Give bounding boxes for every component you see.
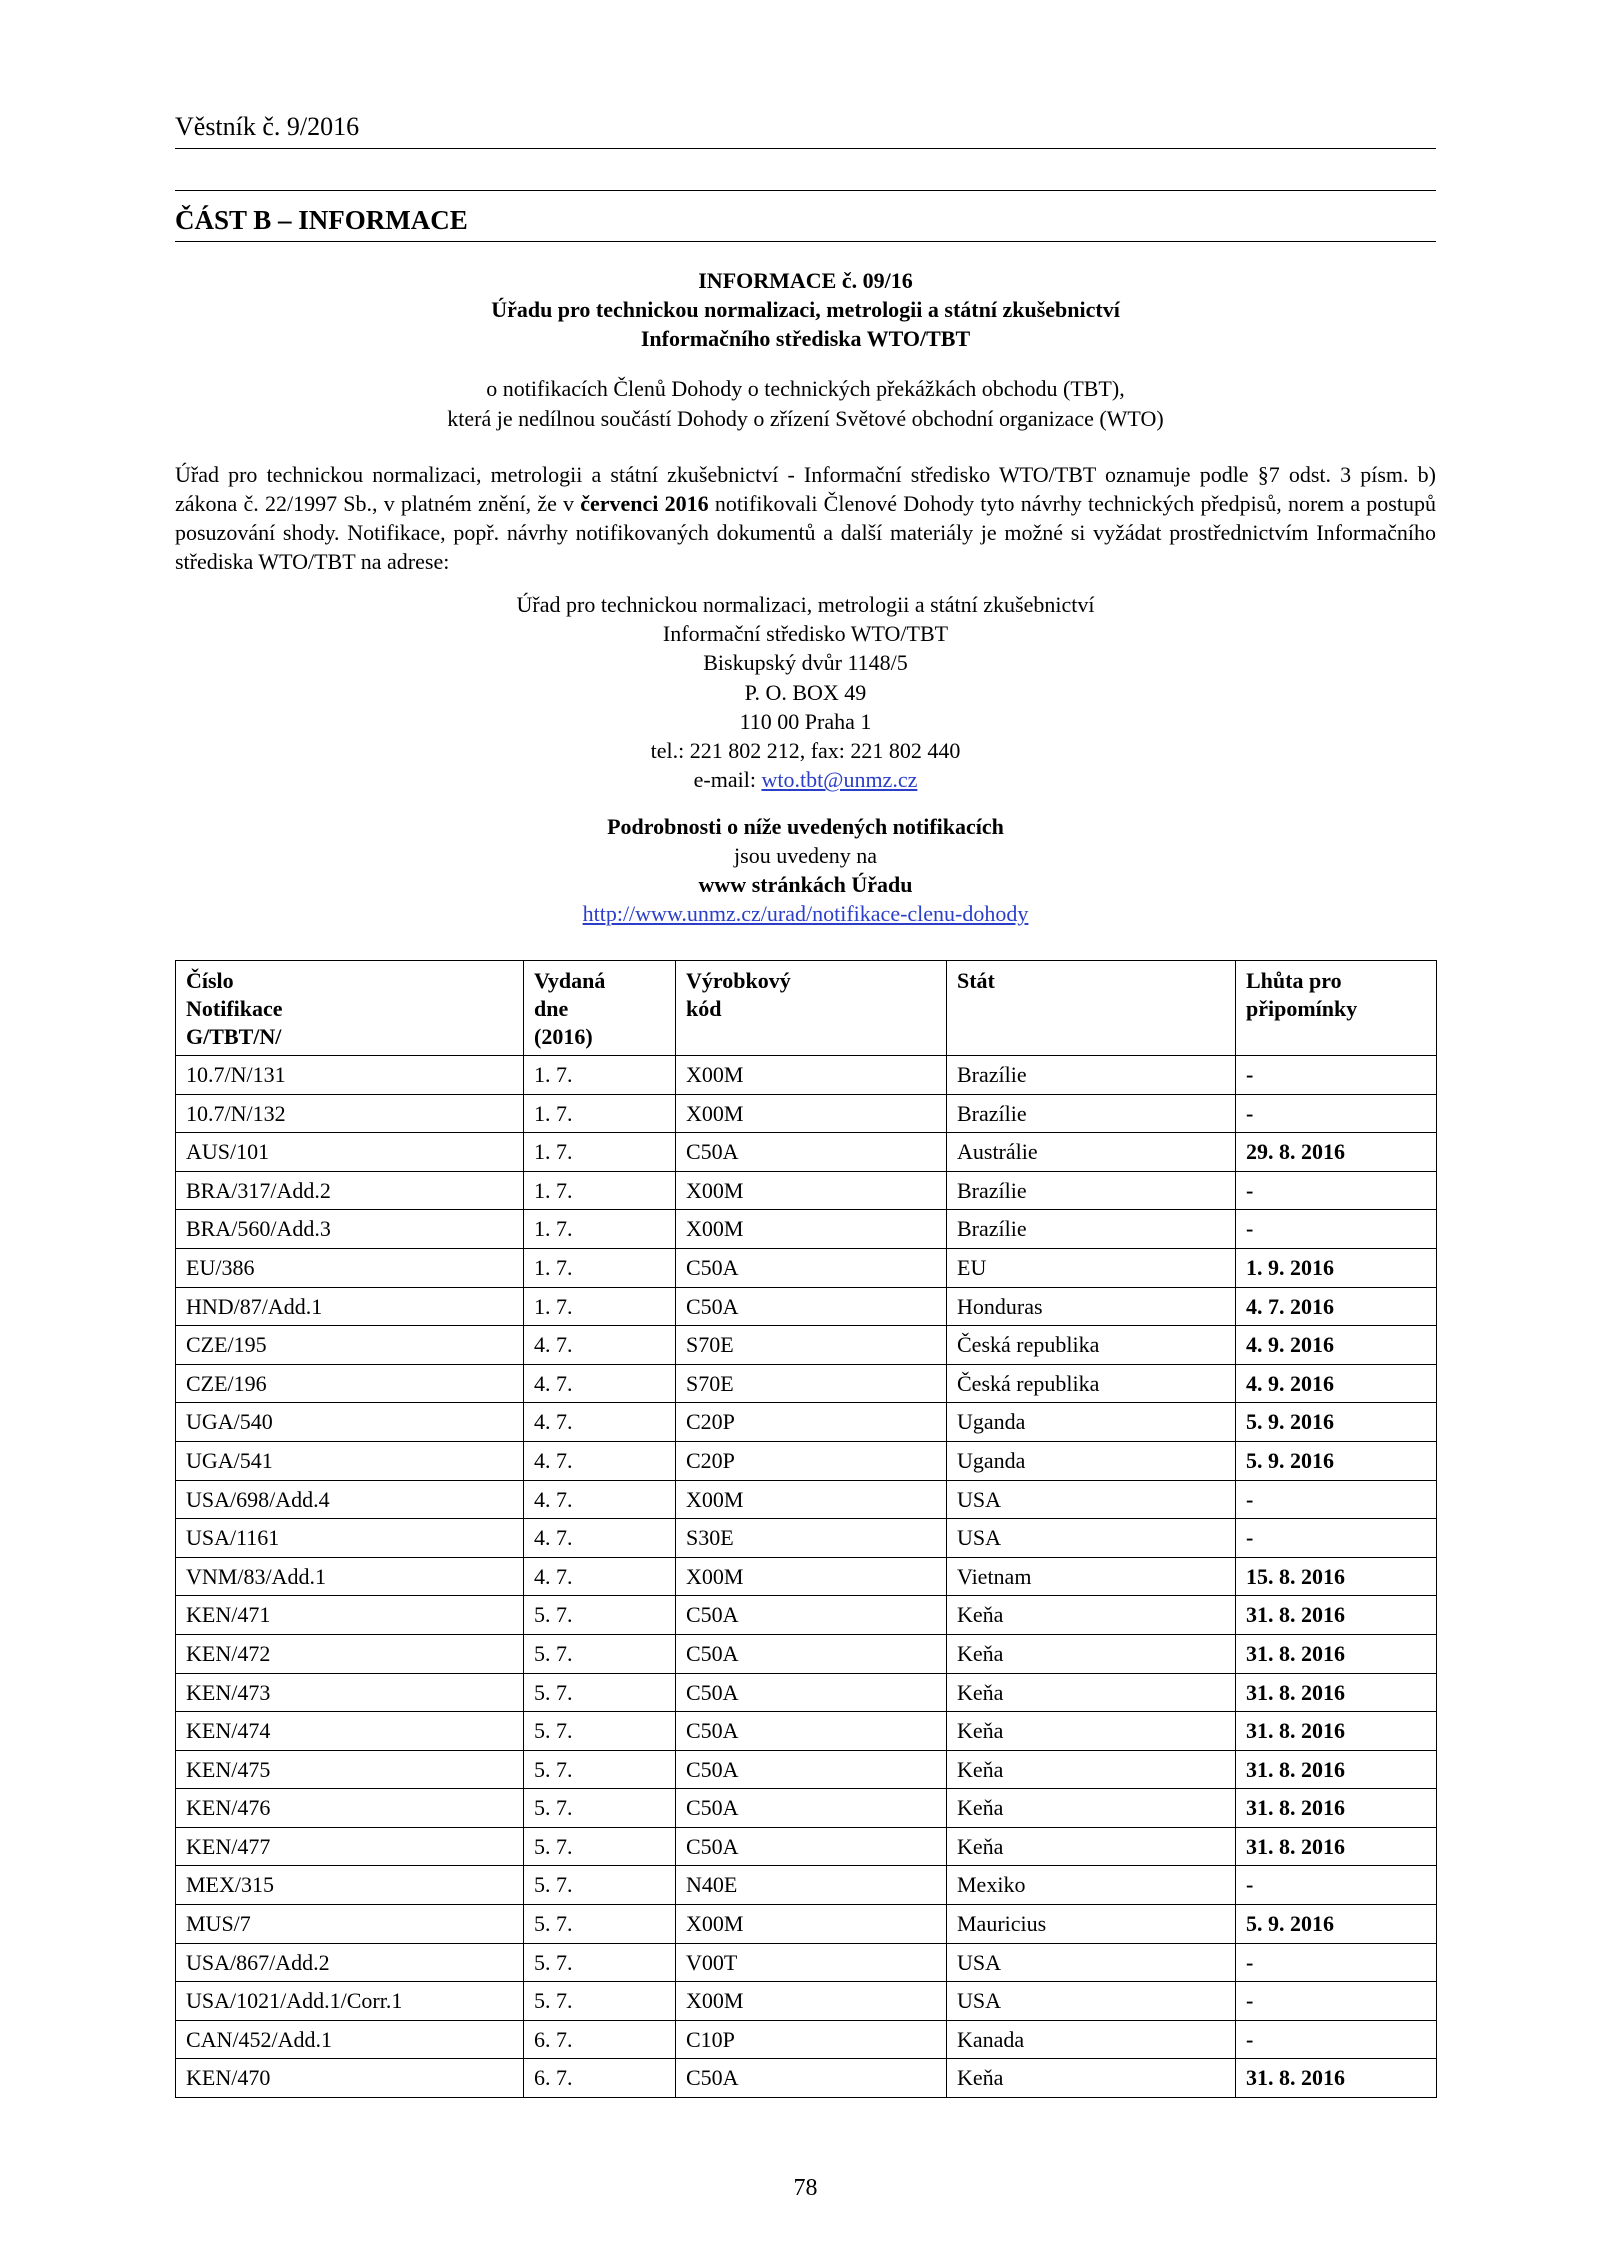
intro-text-1: Úřad pro technickou normalizaci, metrologii a státní zkušebnictví - Informační středisko WTO/TBT oznamuje podle §7 odst. 3 písm. b) zákona č. 22/1997 Sb., v platném znění, že v xyxy=(175,462,1436,516)
issued-date-cell: 4. 7. xyxy=(524,1326,676,1365)
notification-number-cell: EU/386 xyxy=(176,1248,524,1287)
address-line: Biskupský dvůr 1148/5 xyxy=(703,650,908,676)
country-cell: Keňa xyxy=(947,1712,1236,1751)
notification-number-cell: AUS/101 xyxy=(176,1133,524,1172)
issued-date-cell: 5. 7. xyxy=(524,1866,676,1905)
issued-date-cell: 6. 7. xyxy=(524,2059,676,2098)
deadline-cell: - xyxy=(1236,2020,1437,2059)
deadline-cell: 31. 8. 2016 xyxy=(1236,1673,1437,1712)
deadline-cell: 4. 7. 2016 xyxy=(1236,1287,1437,1326)
issued-date-cell: 4. 7. xyxy=(524,1364,676,1403)
intro-paragraph xyxy=(175,460,1436,576)
deadline-cell: 4. 9. 2016 xyxy=(1236,1364,1437,1403)
deadline-cell: 31. 8. 2016 xyxy=(1236,2059,1437,2098)
issued-date-cell: 4. 7. xyxy=(524,1441,676,1480)
table-row xyxy=(176,1056,1437,1095)
header-line: Výrobkový xyxy=(686,968,791,993)
deadline-cell: 31. 8. 2016 xyxy=(1236,1634,1437,1673)
deadline-cell: 1. 9. 2016 xyxy=(1236,1248,1437,1287)
country-cell: Uganda xyxy=(947,1403,1236,1442)
details-block xyxy=(175,812,1436,928)
table-row xyxy=(176,1750,1437,1789)
notification-number-cell: MUS/7 xyxy=(176,1905,524,1944)
deadline-cell: 31. 8. 2016 xyxy=(1236,1712,1437,1751)
deadline-cell: - xyxy=(1236,1866,1437,1905)
issued-date-cell: 5. 7. xyxy=(524,1789,676,1828)
intro-text-2: notifikovali Členové Dohody tyto návrhy technických předpisů, norem a postupů posuzování shody. Notifikace, popř. návrhy notifikovaných dokumentů a další materiály je možné si vyžádat prostřednictvím Informačního střediska WTO/TBT na adrese: xyxy=(175,491,1436,574)
country-cell: Honduras xyxy=(947,1287,1236,1326)
notification-number-cell: KEN/477 xyxy=(176,1827,524,1866)
document-titles xyxy=(175,266,1436,353)
table-row xyxy=(176,1596,1437,1635)
notification-number-cell: BRA/317/Add.2 xyxy=(176,1171,524,1210)
details-url-link[interactable]: http://www.unmz.cz/urad/notifikace-clenu-dohody xyxy=(582,901,1029,926)
product-code-cell: X00M xyxy=(676,1056,947,1095)
header-line: Číslo xyxy=(186,968,234,993)
issued-date-cell: 1. 7. xyxy=(524,1248,676,1287)
issued-date-cell: 5. 7. xyxy=(524,1750,676,1789)
deadline-cell: 15. 8. 2016 xyxy=(1236,1557,1437,1596)
issued-date-cell: 5. 7. xyxy=(524,1596,676,1635)
product-code-cell: C50A xyxy=(676,1133,947,1172)
issued-date-cell: 1. 7. xyxy=(524,1133,676,1172)
table-row xyxy=(176,1634,1437,1673)
issued-date-cell: 4. 7. xyxy=(524,1557,676,1596)
address-line: 110 00 Praha 1 xyxy=(739,708,872,734)
deadline-cell: - xyxy=(1236,1480,1437,1519)
header-line: kód xyxy=(686,996,722,1021)
section-title: ČÁST B – INFORMACE xyxy=(175,205,468,235)
issued-date-cell: 5. 7. xyxy=(524,1712,676,1751)
product-code-cell: S30E xyxy=(676,1519,947,1558)
issued-date-cell: 5. 7. xyxy=(524,1673,676,1712)
center-name: Informačního střediska WTO/TBT xyxy=(640,326,971,351)
header-line: připomínky xyxy=(1246,996,1358,1021)
product-code-cell: C50A xyxy=(676,1634,947,1673)
notification-number-cell: KEN/476 xyxy=(176,1789,524,1828)
deadline-cell: 29. 8. 2016 xyxy=(1236,1133,1437,1172)
deadline-cell: - xyxy=(1236,1171,1437,1210)
issued-date-cell: 4. 7. xyxy=(524,1480,676,1519)
deadline-cell: 5. 9. 2016 xyxy=(1236,1905,1437,1944)
country-cell: Keňa xyxy=(947,1634,1236,1673)
table-row xyxy=(176,1441,1437,1480)
deadline-cell: 5. 9. 2016 xyxy=(1236,1403,1437,1442)
notification-number-cell: 10.7/N/132 xyxy=(176,1094,524,1133)
country-cell: Keňa xyxy=(947,2059,1236,2098)
country-cell: Česká republika xyxy=(947,1326,1236,1365)
section-heading xyxy=(175,190,1436,242)
column-header-notification xyxy=(176,961,524,1056)
issued-date-cell: 5. 7. xyxy=(524,1827,676,1866)
table-row xyxy=(176,1248,1437,1287)
header-line: (2016) xyxy=(534,1024,593,1049)
column-header-deadline xyxy=(1236,961,1437,1056)
deadline-cell: - xyxy=(1236,1094,1437,1133)
issued-date-cell: 1. 7. xyxy=(524,1171,676,1210)
deadline-cell: 4. 9. 2016 xyxy=(1236,1326,1437,1365)
notification-number-cell: KEN/470 xyxy=(176,2059,524,2098)
deadline-cell: 31. 8. 2016 xyxy=(1236,1789,1437,1828)
product-code-cell: C50A xyxy=(676,1827,947,1866)
country-cell: EU xyxy=(947,1248,1236,1287)
details-line-3: www stránkách Úřadu xyxy=(698,872,913,897)
notification-number-cell: HND/87/Add.1 xyxy=(176,1287,524,1326)
country-cell: Keňa xyxy=(947,1789,1236,1828)
deadline-cell: 31. 8. 2016 xyxy=(1236,1596,1437,1635)
deadline-cell: - xyxy=(1236,1056,1437,1095)
notification-number-cell: CZE/195 xyxy=(176,1326,524,1365)
table-row xyxy=(176,1403,1437,1442)
subtitle-line-1: o notifikacích Členů Dohody o technických překážkách obchodu (TBT), xyxy=(486,376,1125,401)
table-row xyxy=(176,1712,1437,1751)
notification-number-cell: CZE/196 xyxy=(176,1364,524,1403)
notification-number-cell: USA/1021/Add.1/Corr.1 xyxy=(176,1982,524,2021)
table-row xyxy=(176,1943,1437,1982)
product-code-cell: C20P xyxy=(676,1441,947,1480)
table-row xyxy=(176,1094,1437,1133)
product-code-cell: C50A xyxy=(676,2059,947,2098)
header-line: Stát xyxy=(957,968,995,993)
address-phone: tel.: 221 802 212, fax: 221 802 440 xyxy=(650,738,961,764)
product-code-cell: C50A xyxy=(676,1673,947,1712)
country-cell: Austrálie xyxy=(947,1133,1236,1172)
country-cell: Uganda xyxy=(947,1441,1236,1480)
page-header xyxy=(175,112,1436,149)
country-cell: Brazílie xyxy=(947,1094,1236,1133)
product-code-cell: C50A xyxy=(676,1596,947,1635)
notification-number-cell: KEN/471 xyxy=(176,1596,524,1635)
notification-number-cell: UGA/540 xyxy=(176,1403,524,1442)
intro-bold: červenci 2016 xyxy=(580,491,709,516)
journal-title: Věstník č. 9/2016 xyxy=(175,112,360,141)
product-code-cell: S70E xyxy=(676,1326,947,1365)
product-code-cell: X00M xyxy=(676,1171,947,1210)
table-row xyxy=(176,1557,1437,1596)
document-subtitle xyxy=(175,374,1436,434)
table-row xyxy=(176,2020,1437,2059)
page-number: 78 xyxy=(793,2175,818,2201)
issued-date-cell: 5. 7. xyxy=(524,1634,676,1673)
country-cell: Brazílie xyxy=(947,1171,1236,1210)
notification-number-cell: VNM/83/Add.1 xyxy=(176,1557,524,1596)
column-header-product-code xyxy=(676,961,947,1056)
notification-number-cell: KEN/474 xyxy=(176,1712,524,1751)
column-header-issued xyxy=(524,961,676,1056)
email-label: e-mail: xyxy=(693,767,762,793)
notification-number-cell: USA/1161 xyxy=(176,1519,524,1558)
issued-date-cell: 6. 7. xyxy=(524,2020,676,2059)
country-cell: Keňa xyxy=(947,1750,1236,1789)
product-code-cell: C20P xyxy=(676,1403,947,1442)
table-row xyxy=(176,1905,1437,1944)
deadline-cell: - xyxy=(1236,1943,1437,1982)
notification-number-cell: USA/698/Add.4 xyxy=(176,1480,524,1519)
table-row xyxy=(176,1480,1437,1519)
header-line: Vydaná xyxy=(534,968,606,993)
table-header-row xyxy=(176,961,1437,1056)
header-line: dne xyxy=(534,996,569,1021)
country-cell: USA xyxy=(947,1982,1236,2021)
details-line-2: jsou uvedeny na xyxy=(734,843,877,868)
table-row xyxy=(176,1133,1437,1172)
issued-date-cell: 1. 7. xyxy=(524,1094,676,1133)
country-cell: Mauricius xyxy=(947,1905,1236,1944)
table-row xyxy=(176,1171,1437,1210)
notification-number-cell: KEN/473 xyxy=(176,1673,524,1712)
address-email-row xyxy=(175,765,1436,794)
issued-date-cell: 5. 7. xyxy=(524,1982,676,2021)
product-code-cell: X00M xyxy=(676,1557,947,1596)
notification-number-cell: KEN/472 xyxy=(176,1634,524,1673)
product-code-cell: X00M xyxy=(676,1982,947,2021)
issued-date-cell: 4. 7. xyxy=(524,1403,676,1442)
table-row xyxy=(176,1210,1437,1249)
country-cell: Keňa xyxy=(947,1827,1236,1866)
country-cell: USA xyxy=(947,1480,1236,1519)
address-line: P. O. BOX 49 xyxy=(744,679,867,705)
table-body xyxy=(176,1056,1437,2098)
info-number: INFORMACE č. 09/16 xyxy=(698,268,913,293)
country-cell: Kanada xyxy=(947,2020,1236,2059)
notifications-table xyxy=(175,960,1437,2098)
country-cell: Brazílie xyxy=(947,1056,1236,1095)
table-row xyxy=(176,1827,1437,1866)
country-cell: Mexiko xyxy=(947,1866,1236,1905)
email-link[interactable]: wto.tbt@unmz.cz xyxy=(761,767,918,793)
table-row xyxy=(176,1519,1437,1558)
column-header-country xyxy=(947,961,1236,1056)
country-cell: USA xyxy=(947,1519,1236,1558)
notification-number-cell: UGA/541 xyxy=(176,1441,524,1480)
deadline-cell: 31. 8. 2016 xyxy=(1236,1750,1437,1789)
notification-number-cell: MEX/315 xyxy=(176,1866,524,1905)
deadline-cell: - xyxy=(1236,1519,1437,1558)
header-line: G/TBT/N/ xyxy=(186,1024,282,1049)
address-block xyxy=(175,590,1436,794)
table-row xyxy=(176,1673,1437,1712)
country-cell: USA xyxy=(947,1943,1236,1982)
subtitle-line-2: která je nedílnou součástí Dohody o zřízení Světové obchodní organizace (WTO) xyxy=(447,406,1164,431)
issued-date-cell: 4. 7. xyxy=(524,1519,676,1558)
table-row xyxy=(176,1326,1437,1365)
product-code-cell: C50A xyxy=(676,1712,947,1751)
table-row xyxy=(176,1789,1437,1828)
header-line: Notifikace xyxy=(186,996,283,1021)
product-code-cell: C10P xyxy=(676,2020,947,2059)
address-line: Úřad pro technickou normalizaci, metrologii a státní zkušebnictví xyxy=(516,592,1095,617)
deadline-cell: - xyxy=(1236,1982,1437,2021)
table-row xyxy=(176,1364,1437,1403)
issued-date-cell: 1. 7. xyxy=(524,1287,676,1326)
product-code-cell: X00M xyxy=(676,1480,947,1519)
deadline-cell: - xyxy=(1236,1210,1437,1249)
header-line: Lhůta pro xyxy=(1246,968,1342,993)
issued-date-cell: 1. 7. xyxy=(524,1210,676,1249)
country-cell: Keňa xyxy=(947,1673,1236,1712)
notification-number-cell: KEN/475 xyxy=(176,1750,524,1789)
notification-number-cell: 10.7/N/131 xyxy=(176,1056,524,1095)
product-code-cell: X00M xyxy=(676,1094,947,1133)
product-code-cell: S70E xyxy=(676,1364,947,1403)
product-code-cell: C50A xyxy=(676,1248,947,1287)
product-code-cell: C50A xyxy=(676,1789,947,1828)
product-code-cell: X00M xyxy=(676,1905,947,1944)
product-code-cell: C50A xyxy=(676,1287,947,1326)
issued-date-cell: 5. 7. xyxy=(524,1943,676,1982)
country-cell: Brazílie xyxy=(947,1210,1236,1249)
country-cell: Keňa xyxy=(947,1596,1236,1635)
deadline-cell: 5. 9. 2016 xyxy=(1236,1441,1437,1480)
product-code-cell: X00M xyxy=(676,1210,947,1249)
country-cell: Česká republika xyxy=(947,1364,1236,1403)
table-row xyxy=(176,2059,1437,2098)
details-line-1: Podrobnosti o níže uvedených notifikacích xyxy=(607,814,1004,839)
deadline-cell: 31. 8. 2016 xyxy=(1236,1827,1437,1866)
address-line: Informační středisko WTO/TBT xyxy=(662,621,949,647)
product-code-cell: N40E xyxy=(676,1866,947,1905)
table-row xyxy=(176,1287,1437,1326)
notification-number-cell: BRA/560/Add.3 xyxy=(176,1210,524,1249)
issued-date-cell: 5. 7. xyxy=(524,1905,676,1944)
issued-date-cell: 1. 7. xyxy=(524,1056,676,1095)
notification-number-cell: USA/867/Add.2 xyxy=(176,1943,524,1982)
product-code-cell: C50A xyxy=(676,1750,947,1789)
table-row xyxy=(176,1866,1437,1905)
product-code-cell: V00T xyxy=(676,1943,947,1982)
office-name: Úřadu pro technickou normalizaci, metrologii a státní zkušebnictví xyxy=(491,297,1120,322)
country-cell: Vietnam xyxy=(947,1557,1236,1596)
notification-number-cell: CAN/452/Add.1 xyxy=(176,2020,524,2059)
table-row xyxy=(176,1982,1437,2021)
